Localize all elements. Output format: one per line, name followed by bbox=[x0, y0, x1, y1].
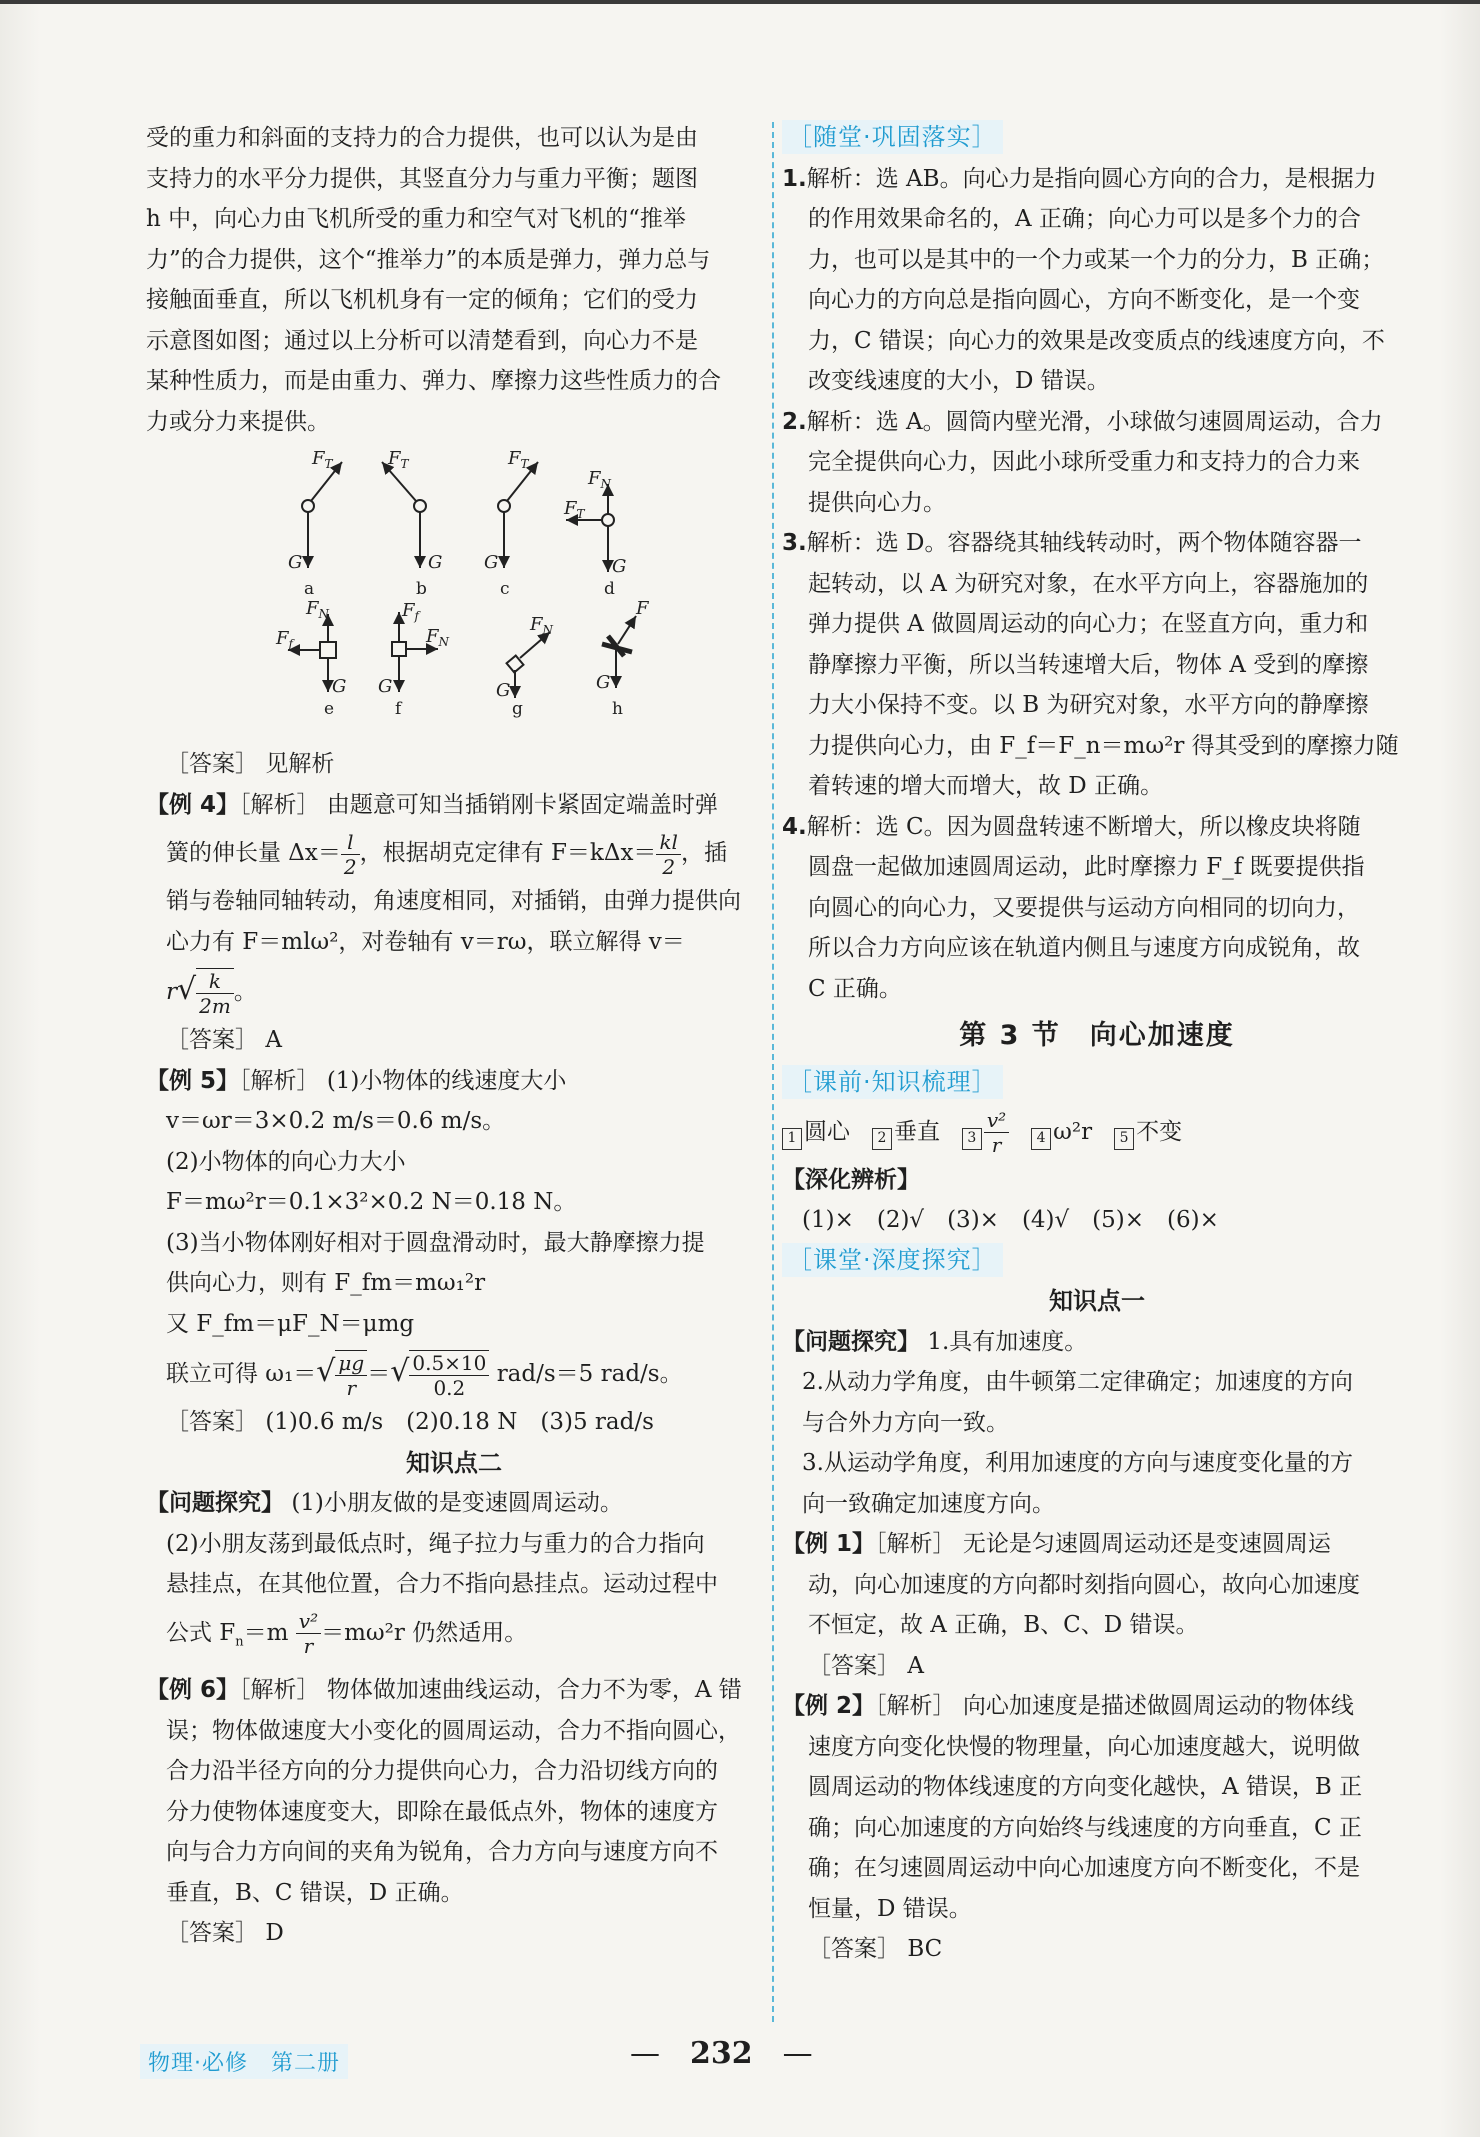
answer-r1: ［答案］ A bbox=[808, 1652, 924, 1679]
exercise-3-line: 着转速的增大而增大，故 D 正确。 bbox=[808, 773, 1164, 799]
example-5-line-8: 联立可得 ω₁＝√ $\frac{\mu g}{r}$ ＝√ $\frac{0.5\times 10}{0.2}$ rad/s＝5 rad/s。 bbox=[166, 1351, 683, 1400]
question-explore-2: 【问题探究】 (1)小朋友做的是变速圆周运动。 bbox=[146, 1490, 623, 1516]
intro-line-6: 某种性质力，而是由重力、弹力、摩擦力这些性质力的合 bbox=[146, 368, 721, 394]
section-tag-explore: ［课堂·深度探究］ bbox=[782, 1243, 1003, 1277]
intro-line-4: 接触面垂直，所以飞机机身有一定的倾角；它们的受力 bbox=[146, 287, 698, 313]
fraction: $\frac{kl}{2}$ bbox=[656, 830, 681, 879]
question-explore-2-line-3: 悬挂点，在其他位置，合力不指向悬挂点。运动过程中 bbox=[166, 1571, 718, 1597]
section-tag-consolidate: ［随堂·巩固落实］ bbox=[782, 120, 1003, 154]
example-6-line-6: 垂直，B、C 错误，D 正确。 bbox=[166, 1879, 464, 1906]
example-r2: 【例 2】［解析］ 向心加速度是描述做圆周运动的物体线 bbox=[782, 1693, 1354, 1719]
fraction: $\frac{\text{v²}}{r}$ bbox=[296, 1609, 321, 1658]
answer-5: ［答案］ (1)0.6 m/s (2)0.18 N (3)5 rad/s bbox=[166, 1409, 654, 1435]
intro-line-0: 受的重力和斜面的支持力的合力提供，也可以认为是由 bbox=[146, 125, 698, 151]
fraction: $\frac{0.5\times 10}{0.2}$ bbox=[409, 1350, 489, 1400]
right-column bbox=[782, 118, 1412, 1970]
fill-blanks: 1 圆心 2 垂直 3 $\frac{\text{v²}}{r}$ 4 ω²r 5 不变 bbox=[782, 1104, 1412, 1160]
label-h-g: G bbox=[596, 672, 611, 693]
label-a: a bbox=[304, 579, 315, 599]
exercise-4-line: 圆盘一起做加速圆周运动，此时摩擦力 F_f 既要提供指 bbox=[808, 854, 1365, 880]
diagram-c-ball bbox=[498, 500, 510, 512]
answer-6: ［答案］ D bbox=[166, 1920, 284, 1947]
example-4-line-2: 簧的伸长量 Δx＝ $\frac{l}{2}$ ，根据胡克定律有 F＝kΔx＝ $\frac{kl}{2}$ ，插 bbox=[166, 829, 727, 879]
label-b: b bbox=[416, 579, 427, 599]
example-r2-line: 速度方向变化快慢的物理量，向心加速度越大，说明做 bbox=[808, 1733, 1360, 1760]
diagram-e-block bbox=[320, 642, 336, 658]
example-r1-line: 不恒定，故 A 正确，B、C、D 错误。 bbox=[808, 1612, 1199, 1638]
label-d-g: G bbox=[612, 556, 627, 577]
fraction: $\frac{k}{2m}$ bbox=[196, 968, 234, 1018]
example-5-line-6: 供向心力，则有 F_fm＝mω₁²r bbox=[166, 1270, 486, 1296]
label-d: d bbox=[604, 579, 615, 599]
exercise-1-line: 改变线速度的大小，D 错误。 bbox=[808, 368, 1110, 394]
example-5-line-2: v＝ωr＝3×0.2 m/s＝0.6 m/s。 bbox=[166, 1108, 506, 1134]
label-g-fn: $F_N$ bbox=[530, 614, 553, 637]
exercise-3: 3.解析：选 D。容器绕其轴线转动时，两个物体随容器一 bbox=[782, 530, 1362, 556]
label-c-g: G bbox=[484, 552, 499, 573]
example-4-line-3: 销与卷轴同轴转动，角速度相同，对插销，由弹力提供向 bbox=[166, 888, 741, 914]
intro-line-1: 支持力的水平分力提供，其竖直分力与重力平衡；题图 bbox=[146, 165, 698, 192]
intro-line-2: h 中，向心力由飞机所受的重力和空气对飞机的“推举 bbox=[146, 206, 686, 232]
question-explore-1-line: 2.从动力学角度，由牛顿第二定律确定；加速度的方向 bbox=[802, 1369, 1353, 1395]
top-border bbox=[0, 0, 1480, 4]
label-d-ft: $F_T$ bbox=[564, 498, 585, 521]
force-diagrams bbox=[146, 448, 762, 766]
question-explore-1: 【问题探究】 1.具有加速度。 bbox=[782, 1328, 1088, 1355]
label-f: f bbox=[395, 699, 402, 719]
label-e: e bbox=[324, 699, 335, 719]
intro-line-7: 力或分力来提供。 bbox=[146, 408, 330, 435]
example-5-line-5: (3)当小物体刚好相对于圆盘滑动时，最大静摩擦力提 bbox=[166, 1229, 705, 1256]
exercise-3-line: 弹力提供 A 做圆周运动的向心力；在竖直方向，重力和 bbox=[808, 611, 1369, 637]
exercise-3-line: 起转动，以 A 为研究对象，在水平方向上，容器施加的 bbox=[808, 570, 1369, 597]
book-title: 物理·必修 第二册 bbox=[140, 2044, 348, 2079]
label-b-g: G bbox=[428, 552, 443, 573]
left-column bbox=[146, 118, 762, 1954]
label-b-ft: $F_T$ bbox=[388, 448, 409, 471]
intro-line-3: 力”的合力提供，这个“推举力”的本质是弹力，弹力总与 bbox=[146, 246, 711, 273]
example-r2-line: 圆周运动的物体线速度的方向变化越快，A 错误，B 正 bbox=[808, 1774, 1363, 1800]
question-explore-1-line: 3.从运动学角度，利用加速度的方向与速度变化量的方 bbox=[802, 1450, 1353, 1476]
example-5-line-3: (2)小物体的向心力大小 bbox=[166, 1148, 406, 1175]
label-g: g bbox=[512, 699, 523, 719]
example-4-line-5: r√ $\frac{k}{2m}$ 。 bbox=[166, 969, 257, 1018]
label-d-fn: $F_N$ bbox=[588, 468, 611, 491]
example-6-line-2: 误；物体做速度大小变化的圆周运动，合力不指向圆心， bbox=[166, 1717, 741, 1744]
exercise-4-line: C 正确。 bbox=[808, 975, 902, 1002]
section-tag-preview: ［课前·知识梳理］ bbox=[782, 1065, 1003, 1099]
example-6-line-3: 合力沿半径方向的分力提供向心力，合力沿切线方向的 bbox=[166, 1758, 718, 1785]
label-f-g: G bbox=[378, 676, 393, 697]
answer-r2: ［答案］ BC bbox=[808, 1936, 943, 1962]
question-explore-1-line: 向一致确定加速度方向。 bbox=[802, 1490, 1055, 1517]
fraction: $\frac{l}{2}$ bbox=[341, 830, 360, 879]
label-a-ft: $F_T$ bbox=[312, 448, 333, 471]
diagram-a-ball bbox=[302, 500, 314, 512]
exercise-2: 2.解析：选 A。圆筒内壁光滑，小球做匀速圆周运动，合力 bbox=[782, 408, 1383, 435]
exercise-1: 1.解析：选 AB。向心力是指向圆心方向的合力，是根据力 bbox=[782, 165, 1377, 192]
chapter-title: 第 3 节 向心加速度 bbox=[959, 1020, 1235, 1051]
label-e-ff: $F_f$ bbox=[276, 628, 293, 651]
example-r1-line: 动，向心加速度的方向都时刻指向圆心，故向心加速度 bbox=[808, 1571, 1360, 1598]
question-explore-2-line-2: (2)小朋友荡到最低点时，绳子拉力与重力的合力指向 bbox=[166, 1530, 705, 1557]
deepen-analysis-answers: (1)× (2)√ (3)× (4)√ (5)× (6)× bbox=[802, 1207, 1219, 1233]
example-6-line-5: 向与合力方向间的夹角为锐角，合力方向与速度方向不 bbox=[166, 1839, 718, 1866]
exercise-3-line: 力大小保持不变。以 B 为研究对象，水平方向的静摩擦 bbox=[808, 692, 1369, 718]
exercise-1-line: 向心力的方向总是指向圆心，方向不断变化，是一个变 bbox=[808, 287, 1360, 313]
column-divider bbox=[772, 122, 774, 2022]
label-c-ft: $F_T$ bbox=[508, 448, 529, 471]
example-4-line-4: 心力有 F＝mlω²，对卷轴有 v＝rω，联立解得 v＝ bbox=[166, 928, 685, 955]
exercise-4-line: 向圆心的向心力，又要提供与运动方向相同的切向力， bbox=[808, 894, 1360, 921]
exercise-3-line: 力提供向心力，由 F_f＝F_n＝mω²r 得其受到的摩擦力随 bbox=[808, 732, 1399, 759]
label-f-ff: $F_f$ bbox=[402, 600, 419, 623]
deepen-analysis-tag: 【深化辨析】 bbox=[782, 1166, 920, 1193]
question-explore-1-line: 与合外力方向一致。 bbox=[802, 1409, 1009, 1436]
exercise-1-line: 的作用效果命名的，A 正确；向心力可以是多个力的合 bbox=[808, 206, 1361, 232]
exercise-1-line: 力，也可以是其中的一个力或某一个力的分力，B 正确； bbox=[808, 246, 1385, 273]
example-r2-line: 恒量，D 错误。 bbox=[808, 1895, 972, 1922]
example-r2-line: 确；向心加速度的方向始终与线速度的方向垂直，C 正 bbox=[808, 1814, 1362, 1841]
page-number: — 232 — bbox=[690, 2036, 753, 2071]
label-e-fn: $F_N$ bbox=[306, 598, 329, 621]
exercise-1-line: 力，C 错误；向心力的效果是改变质点的线速度方向，不 bbox=[808, 327, 1385, 354]
fraction: $\frac{\text{v²}}{r}$ bbox=[984, 1108, 1009, 1157]
label-a-g: G bbox=[288, 552, 303, 573]
diagram-b-ball bbox=[414, 500, 426, 512]
knowledge-point-1-title: 知识点一 bbox=[1049, 1287, 1145, 1315]
example-5-line-7: 又 F_fm＝μF_N＝μmg bbox=[166, 1310, 415, 1337]
answer-4: ［答案］ A bbox=[166, 1027, 282, 1053]
exercise-4-line: 所以合力方向应该在轨道内侧且与速度方向成锐角，故 bbox=[808, 935, 1360, 961]
example-4: 【例 4】［解析］ 由题意可知当插销刚卡紧固定端盖时弹 bbox=[146, 791, 718, 818]
knowledge-point-2-title: 知识点二 bbox=[406, 1448, 502, 1477]
exercise-2-line: 提供向心力。 bbox=[808, 489, 946, 516]
force-diagram-figure bbox=[146, 448, 762, 766]
exercise-4: 4.解析：选 C。因为圆盘转速不断增大，所以橡皮块将随 bbox=[782, 813, 1361, 840]
fraction: $\frac{\mu g}{r}$ bbox=[335, 1350, 367, 1400]
question-explore-2-line-4: 公式 $F_n=m$ $\frac{\text{v²}}{r}$ ＝mω²r 仍然适用。 bbox=[166, 1609, 528, 1658]
label-e-g: G bbox=[332, 676, 347, 697]
label-h: h bbox=[612, 699, 623, 719]
exercise-3-line: 静摩擦力平衡，所以当转速增大后，物体 A 受到的摩擦 bbox=[808, 651, 1369, 678]
label-h-f: F bbox=[636, 598, 649, 619]
diagram-d-ball bbox=[602, 514, 614, 526]
label-c: c bbox=[500, 579, 510, 599]
label-f-fn: $F_N$ bbox=[426, 626, 449, 649]
example-5-line-4: F＝mω²r＝0.1×3²×0.2 N＝0.18 N。 bbox=[166, 1189, 577, 1215]
example-6-line-4: 分力使物体速度变大，即除在最低点外，物体的速度方 bbox=[166, 1798, 718, 1825]
example-6: 【例 6】［解析］ 物体做加速曲线运动，合力不为零，A 错 bbox=[146, 1677, 742, 1704]
example-r2-line: 确；在匀速圆周运动中向心加速度方向不断变化，不是 bbox=[808, 1855, 1360, 1881]
example-r1: 【例 1】［解析］ 无论是匀速圆周运动还是变速圆周运 bbox=[782, 1531, 1331, 1557]
exercise-2-line: 完全提供向心力，因此小球所受重力和支持力的合力来 bbox=[808, 449, 1360, 475]
answer-1: ［答案］ 见解析 bbox=[166, 751, 335, 777]
label-g-g: G bbox=[496, 680, 511, 701]
intro-line-5: 示意图如图；通过以上分析可以清楚看到，向心力不是 bbox=[146, 327, 698, 354]
diagram-f-block bbox=[392, 642, 406, 656]
example-5: 【例 5】［解析］ (1)小物体的线速度大小 bbox=[146, 1067, 567, 1094]
